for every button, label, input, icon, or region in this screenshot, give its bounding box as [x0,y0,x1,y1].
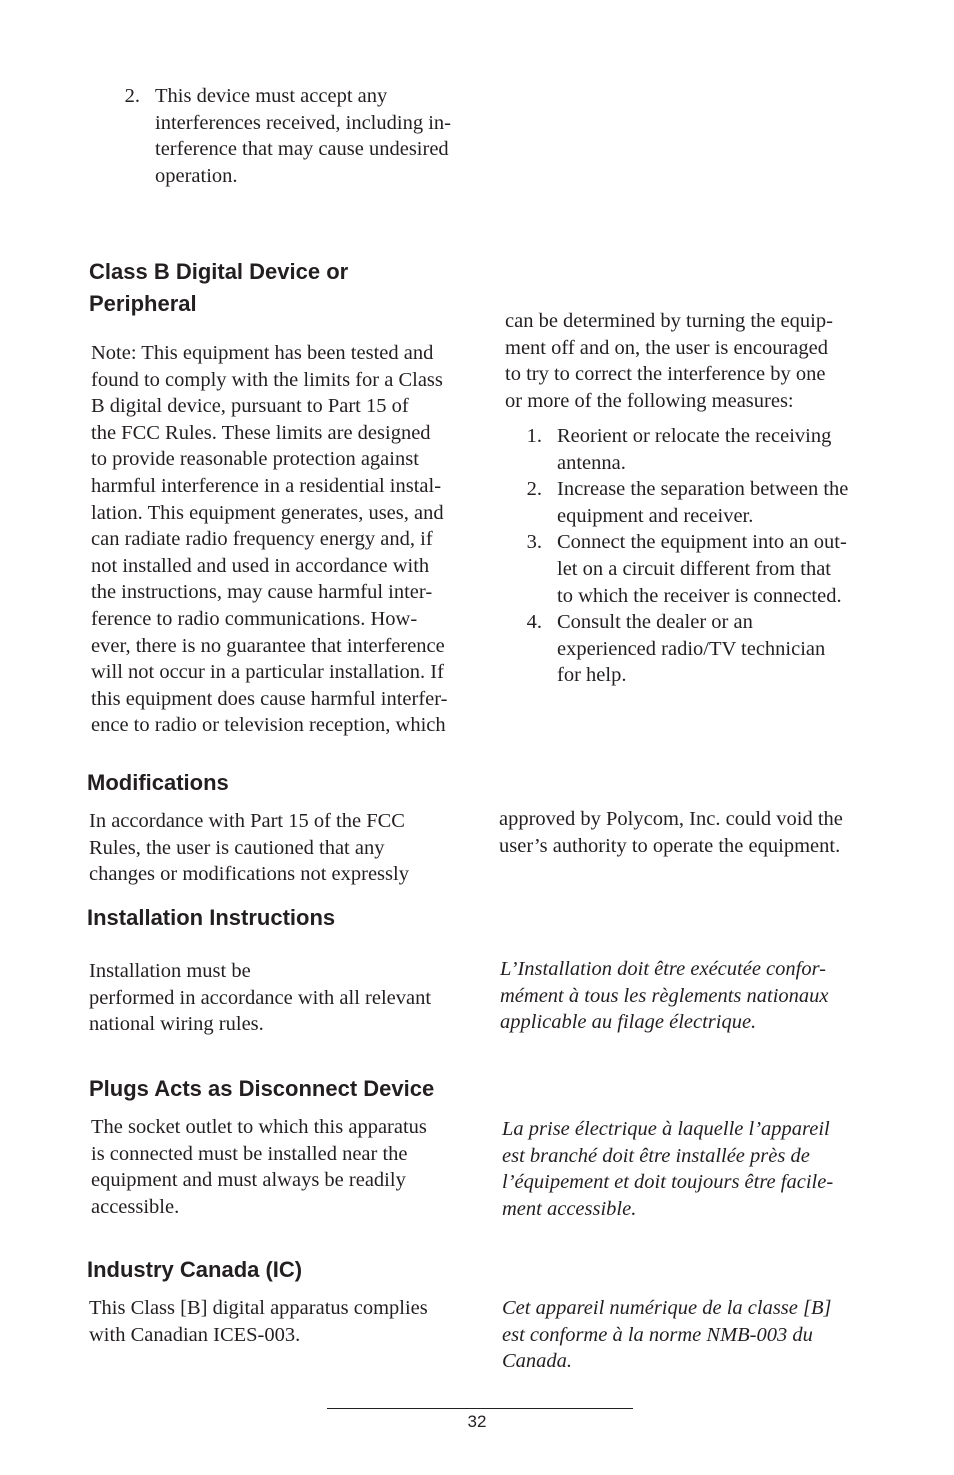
paragraph-line: L’Installation doit être exécutée confor- [500,958,826,980]
paragraph-line: Cet appareil numérique de la classe [B] [502,1297,832,1319]
modifications-right-paragraph [499,806,843,859]
modifications-left-paragraph [89,808,409,888]
measure-number: 2. [526,478,542,501]
paragraph-line: est conforme à la norme NMB-003 du [502,1323,813,1346]
paragraph-line: The socket outlet to which this apparatus [91,1116,427,1138]
paragraph-line: ever, there is no guarantee that interference [91,634,445,657]
interference-acceptance-item [104,83,954,189]
measure-item [506,476,848,529]
paragraph-line: ment off and on, the user is encouraged [505,336,828,359]
class-b-heading-line-2: Peripheral [89,291,197,316]
item-line: terference that may cause undesired [155,138,449,161]
paragraph-line: changes or modifications not expressly [89,863,409,886]
plugs-heading: Plugs Acts as Disconnect Device [89,1076,435,1101]
paragraph-line: user’s authority to operate the equipment. [499,834,841,857]
paragraph-line: lation. This equipment generates, uses, and [91,501,444,524]
paragraph-line: or more of the following measures: [505,389,794,412]
installation-right-paragraph-french [500,956,829,1036]
measure-line: let on a circuit different from that [557,557,831,580]
paragraph-line: not installed and used in accordance with [91,554,430,577]
paragraph-line: the FCC Rules. These limits are designed [91,421,431,444]
paragraph-line: Installation must be [89,960,251,982]
measure-line: antenna. [557,451,626,474]
paragraph-line: this equipment does cause harmful interfer- [91,687,448,710]
paragraph-line: ment accessible. [502,1197,637,1220]
paragraph-line: La prise électrique à laquelle l’appareil [502,1118,830,1140]
paragraph-line: In accordance with Part 15 of the FCC [89,810,405,832]
paragraph-line: to provide reasonable protection against [91,448,419,471]
paragraph-line: Note: This equipment has been tested and [91,342,434,364]
paragraph-line: found to comply with the limits for a Class [91,368,443,391]
measure-item [506,529,848,609]
paragraph-line: mément à tous les règlements nationaux [500,984,829,1007]
industry-canada-right-paragraph-french [502,1295,831,1375]
item-number: 2. [124,85,140,107]
measure-line: Increase the separation between the [557,478,849,501]
paragraph-line: approved by Polycom, Inc. could void the [499,808,843,830]
modifications-heading: Modifications [87,770,229,795]
item-line: This device must accept any [155,85,388,107]
measure-item [506,423,848,476]
measure-number: 3. [526,531,542,554]
paragraph-line: will not occur in a particular installation. If [91,661,444,684]
class-b-left-paragraph [91,340,448,739]
measure-line: for help. [557,664,627,687]
paragraph-line: to try to correct the interference by one [505,363,826,386]
item-line: interferences received, including in- [155,111,451,134]
paragraph-line: ference to radio communications. How- [91,607,418,630]
measure-item [506,609,848,689]
measure-number: 1. [526,425,542,447]
paragraph-line: ence to radio or television reception, which [91,714,446,737]
item-line: operation. [155,164,238,187]
measure-line: Reorient or relocate the receiving [557,425,832,447]
industry-canada-heading: Industry Canada (IC) [87,1257,303,1282]
class-b-right-paragraph [505,308,833,414]
paragraph-line: Rules, the user is cautioned that any [89,836,385,859]
measure-line: Connect the equipment into an out- [557,531,847,554]
plugs-right-paragraph-french [502,1116,833,1222]
paragraph-line: accessible. [91,1195,180,1218]
measure-line: to which the receiver is connected. [557,584,842,607]
paragraph-line: performed in accordance with all relevant [89,986,432,1009]
paragraph-line: can be determined by turning the equip- [505,310,833,332]
installation-left-paragraph [89,958,431,1038]
measure-line: experienced radio/TV technician [557,637,826,660]
paragraph-line: est branché doit être installée près de [502,1144,810,1167]
measure-number: 4. [526,611,542,634]
class-b-heading [89,256,348,320]
paragraph-line: This Class [B] digital apparatus complies [89,1297,428,1319]
paragraph-line: national wiring rules. [89,1013,264,1036]
measure-line: Consult the dealer or an [557,611,753,634]
measures-list [506,423,848,689]
installation-heading: Installation Instructions [87,905,336,930]
paragraph-line: applicable au filage électrique. [500,1011,757,1034]
paragraph-line: equipment and must always be readily [91,1169,406,1192]
paragraph-line: B digital device, pursuant to Part 15 of [91,395,409,418]
footer-divider [327,1408,633,1409]
paragraph-line: with Canadian ICES-003. [89,1323,301,1346]
plugs-left-paragraph [91,1114,427,1220]
paragraph-line: Canada. [502,1350,573,1373]
paragraph-line: harmful interference in a residential instal- [91,474,442,497]
page-number: 32 [467,1412,487,1431]
paragraph-line: can radiate radio frequency energy and, if [91,528,433,551]
paragraph-line: l’équipement et doit toujours être facile- [502,1171,834,1194]
measure-line: equipment and receiver. [557,504,754,527]
industry-canada-left-paragraph [89,1295,428,1348]
paragraph-line: the instructions, may cause harmful inter- [91,581,433,604]
paragraph-line: is connected must be installed near the [91,1142,408,1165]
class-b-heading-line-1: Class B Digital Device or [89,259,349,284]
